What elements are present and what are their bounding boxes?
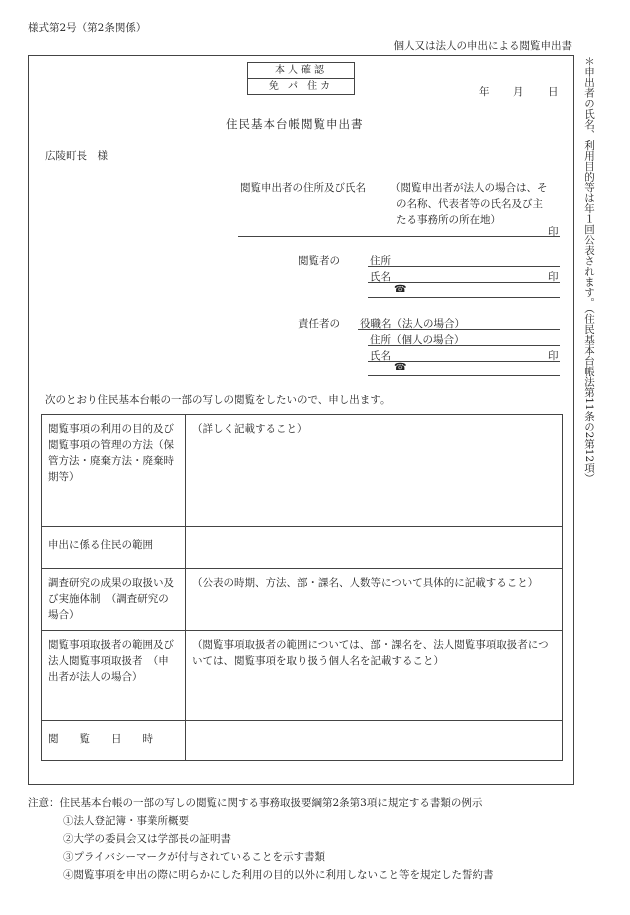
viewer-name-label: 氏名 — [370, 271, 391, 283]
responsible-title-line[interactable] — [358, 329, 560, 330]
table-row — [42, 569, 563, 631]
form-title: 個人又は法人の申出による閲覧申出書 — [393, 40, 572, 52]
viewer-address-line[interactable] — [368, 266, 560, 267]
notes-item-3: ③プライバシーマークが付与されていることを示す書類 — [63, 851, 325, 863]
responsible-seal: 印 — [548, 350, 559, 362]
identity-confirmation-box — [247, 62, 355, 95]
responsible-address-line[interactable] — [368, 345, 560, 346]
confirm-row-1: 本人確認 — [275, 65, 327, 76]
viewing-datetime-field[interactable] — [186, 721, 563, 761]
notes-item-1: ①法人登記簿・事業所概要 — [63, 815, 189, 827]
applicant-seal: 印 — [548, 226, 559, 238]
viewer-phone-icon: ☎ — [394, 284, 407, 295]
residents-range-label: 申出に係る住民の範囲 — [42, 527, 186, 569]
table-row — [42, 527, 563, 569]
notes-item-2: ②大学の委員会又は学部長の証明書 — [63, 833, 231, 845]
responsible-phone-line[interactable] — [368, 375, 560, 376]
residents-range-field[interactable] — [186, 527, 563, 569]
research-field[interactable]: （公表の時期、方法、部・課名、人数等について具体的に記載すること） — [186, 569, 563, 631]
applicant-signature-line[interactable] — [238, 236, 560, 237]
viewer-phone-line[interactable] — [368, 297, 560, 298]
date-day: 日 — [548, 86, 559, 98]
research-label: 調査研究の成果の取扱い及び実施体制 （調査研究の場合） — [42, 569, 186, 631]
publication-note: ＊申出者の氏名、利用目的等は年１回公表されます。（住民基本台帳法第11条の2第12項） — [583, 56, 595, 484]
purpose-label: 閲覧事項の利用の目的及び閲覧事項の管理の方法（保管方法・廃棄方法・廃棄時期等） — [42, 415, 186, 527]
notes-heading: 注意：住民基本台帳の一部の写しの閲覧に関する事務取扱要綱第2条第3項に規定する書類の例示 — [28, 797, 483, 809]
document-title: 住民基本台帳閲覧申出書 — [226, 117, 364, 131]
application-table — [41, 414, 563, 761]
table-row — [42, 415, 563, 527]
viewer-name-line[interactable] — [368, 282, 560, 283]
confirm-row-2: 免 パ 住カ — [248, 78, 354, 94]
viewing-datetime-label: 閲 覧 日 時 — [42, 721, 186, 761]
responsible-name-label: 氏名 — [370, 350, 391, 362]
handlers-field[interactable]: （閲覧事項取扱者の範囲については、部・課名を、法人閲覧事項取扱者については、閲覧事項を取り扱う個人名を記載すること） — [186, 631, 563, 721]
form-number: 様式第2号（第2条関係） — [28, 22, 147, 34]
date-year: 年 — [479, 86, 490, 98]
date-month: 月 — [513, 86, 524, 98]
table-row — [42, 721, 563, 761]
viewer-address-label: 住所 — [370, 255, 391, 267]
responsible-address-label: 住所（個人の場合） — [370, 334, 465, 346]
viewer-seal: 印 — [548, 271, 559, 283]
viewer-label: 閲覧者の — [298, 255, 340, 267]
notes-item-4: ④閲覧事項を申出の際に明らかにした利用の目的以外に利用しないこと等を規定した誓約書 — [63, 869, 494, 881]
handlers-label: 閲覧事項取扱者の範囲及び法人閲覧事項取扱者 （申出者が法人の場合） — [42, 631, 186, 721]
request-sentence: 次のとおり住民基本台帳の一部の写しの閲覧をしたいので、申し出ます。 — [45, 394, 391, 406]
responsible-title-label: 役職名（法人の場合） — [360, 318, 465, 330]
table-row — [42, 631, 563, 721]
responsible-label: 責任者の — [298, 318, 340, 330]
applicant-label: 閲覧申出者の住所及び氏名 — [240, 182, 366, 194]
purpose-field[interactable]: （詳しく記載すること） — [186, 415, 563, 527]
applicant-note-1: （閲覧申出者が法人の場合は、そ — [390, 182, 548, 194]
addressee: 広陵町長 様 — [45, 150, 108, 162]
applicant-note-2: の名称、代表者等の氏名及び主 — [396, 198, 543, 210]
applicant-note-3: たる事務所の所在地） — [396, 214, 501, 226]
responsible-phone-icon: ☎ — [394, 362, 407, 373]
